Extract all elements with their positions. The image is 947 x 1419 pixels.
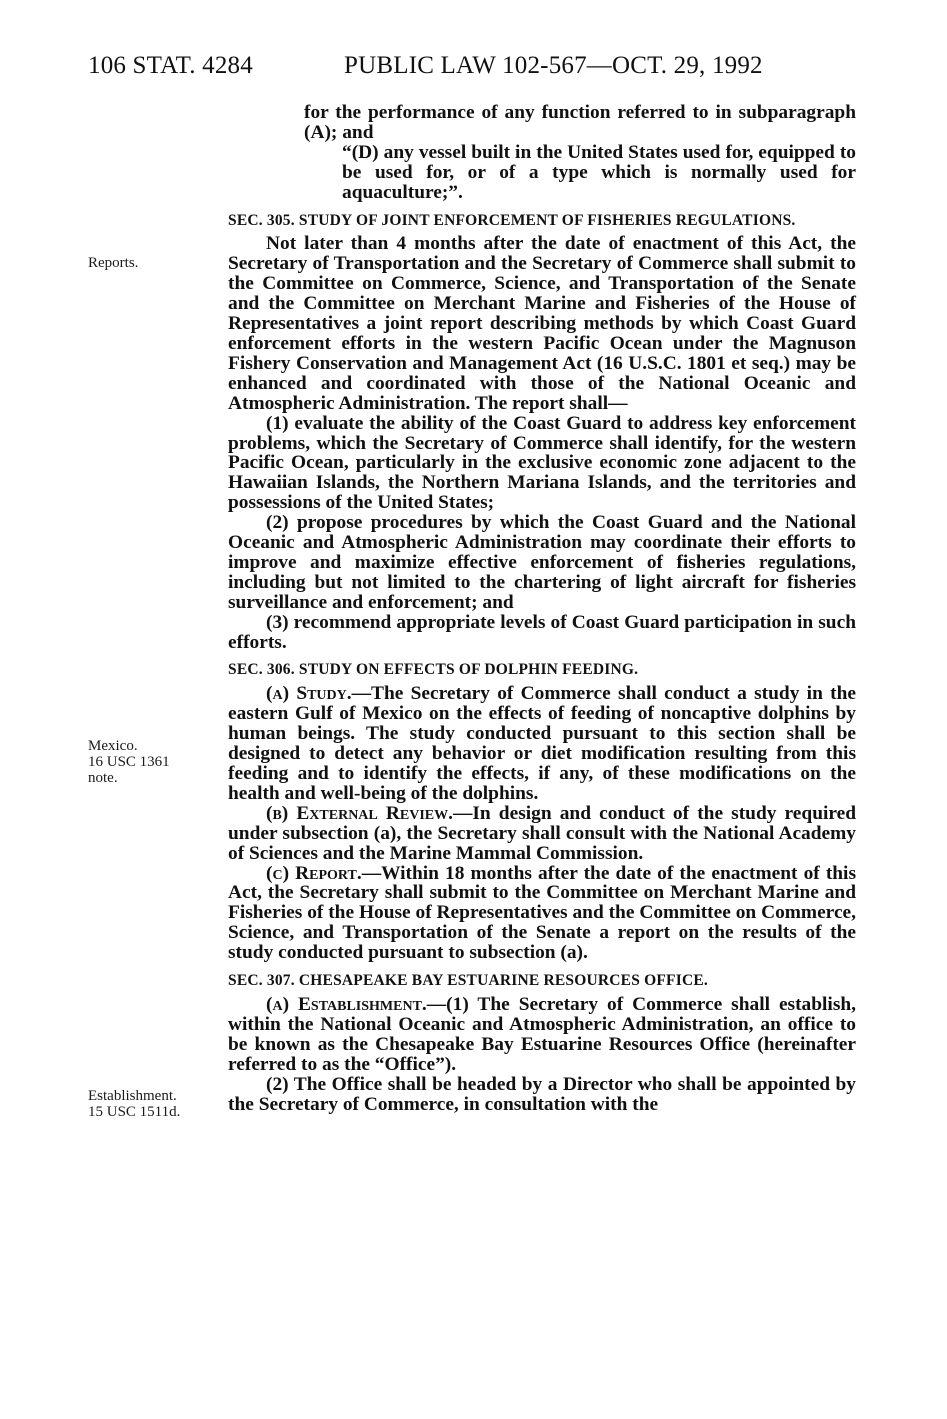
margin-note-mexico: Mexico. 16 USC 1361 note.: [88, 738, 170, 786]
sec-305-item-3: (3) recommend appropriate levels of Coast Guard participation in such efforts.: [228, 611, 856, 653]
sec-306-c-text: —Within 18 months after the date of the enactment of this Act, the Secretary shall submit to the Committee on Merchant Marine and Fisheries of the House of Representatives and the Committee on Commerce, Science, and Transportation of the Senate a report on the results of the study conducted pursuant to subsection (a).: [228, 862, 856, 964]
sec-306-c-label: (c) Report.: [266, 862, 362, 884]
sec-306-c: [228, 864, 856, 964]
sec-305-heading: SEC. 305. STUDY OF JOINT ENFORCEMENT OF FISHERIES REGULATIONS.: [228, 211, 796, 229]
sec-306-a: [228, 684, 856, 803]
sec-306-b-text: —In design and conduct of the study required under subsection (a), the Secretary shall consult with the National Academy of Sciences and the Marine Mammal Commission.: [228, 802, 857, 864]
sec-305-item-2: (2) propose procedures by which the Coast Guard and the National Oceanic and Atmospheric Administration may coordinate their efforts to improve and maximize effective enforcement of fisheries regulations, including but not limited to the chartering of light aircraft for fisheries surveillance and enforcement; and: [228, 512, 856, 613]
sec-305-body: Not later than 4 months after the date of enactment of this Act, the Secretary of Transportation and the Secretary of Commerce shall submit to the Committee on Commerce, Science, and Transportation of the Senate and the Committee on Merchant Marine and Fisheries of the House of Representatives a joint report describing methods by which Coast Guard enforcement efforts in the western Pacific Ocean under the Magnuson Fishery Conservation and Management Act (16 U.S.C. 1801 et seq.) may be enhanced and coordinated with those of the National Oceanic and Atmospheric Administration. The report shall—: [228, 233, 856, 414]
sec-306-b: [228, 804, 856, 864]
continuation-line: for the performance of any function referred to in subparagraph (A); and: [304, 102, 856, 143]
main-text: [228, 103, 856, 1114]
law-title: PUBLIC LAW 102-567—OCT. 29, 1992: [344, 52, 763, 79]
stat-reference: 106 STAT. 4284: [88, 52, 253, 79]
sec-306-b-label: (b) External Review.: [266, 802, 453, 824]
sec-307-heading: SEC. 307. CHESAPEAKE BAY ESTUARINE RESOURCES OFFICE.: [228, 972, 708, 990]
margin-note-establishment: Establishment. 15 USC 1511d.: [88, 1088, 181, 1120]
sec-307-a-text: —(1) The Secretary of Commerce shall establish, within the National Oceanic and Atmospheric Administration, an office to be known as the Chesapeake Bay Estuarine Resources Office (hereinafter referred to as the “Office”).: [228, 993, 856, 1075]
sec-306-a-label: (a) Study.: [266, 683, 352, 705]
sec-307-a2: (2) The Office shall be headed by a Director who shall be appointed by the Secretary of Commerce, in consultation with the: [228, 1073, 856, 1115]
sec-307-a-label: (a) Establishment.: [266, 993, 427, 1015]
sec-306-heading: SEC. 306. STUDY ON EFFECTS OF DOLPHIN FEEDING.: [228, 661, 639, 679]
sec-305-item-1: (1) evaluate the ability of the Coast Guard to address key enforcement problems, which the Secretary of Commerce shall identify, for the western Pacific Ocean, particularly in the exclusive economic zone adjacent to the Hawaiian Islands, the Northern Mariana Islands, and the territories and possessions of the United States;: [228, 412, 856, 514]
margin-note-reports: Reports.: [88, 255, 139, 271]
sec-307-a: [228, 995, 856, 1075]
item-d: “(D) any vessel built in the United States used for, equipped to be used for, or of a type which is normally used for aquaculture;”.: [342, 141, 856, 203]
sec-306-a-text: —The Secretary of Commerce shall conduct a study in the eastern Gulf of Mexico on the effects of feeding of noncaptive dolphins by human beings. The study conducted pursuant to this section shall be designed to detect any behavior or diet modification resulting from this feeding and to identify the effects, if any, of these modifications on the health and well-being of the dolphins.: [228, 683, 856, 804]
